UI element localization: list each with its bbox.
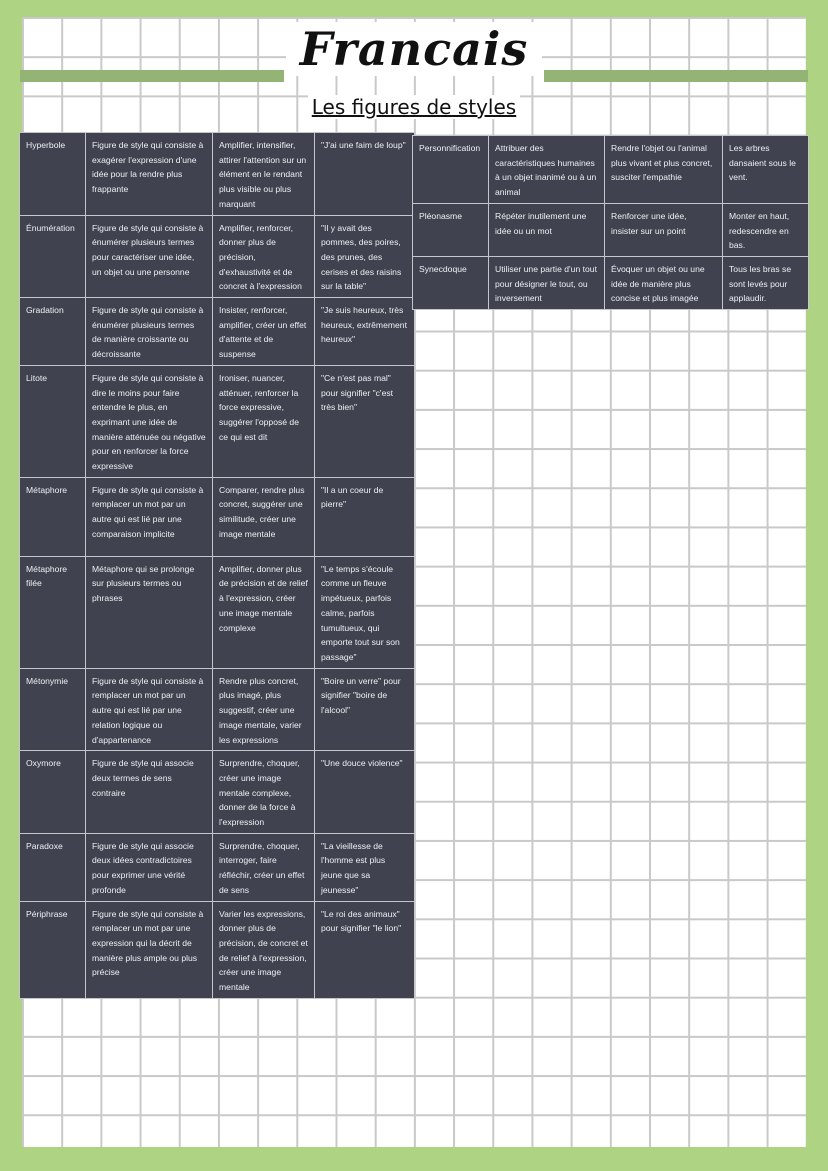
figures-table-right-body xyxy=(413,136,809,310)
figure-name-cell: Oxymore xyxy=(20,751,86,834)
definition-cell: Figure de style qui consiste à dire le moins pour faire entendre le plus, en exprimant une idée de manière atténuée ou négative pour en renforcer la force expressive xyxy=(86,365,213,477)
figure-name-cell: Métaphore xyxy=(20,477,86,556)
figure-name-cell: Hyperbole xyxy=(20,133,86,216)
figure-name-cell: Gradation xyxy=(20,298,86,366)
page-subtitle: Les figures de styles xyxy=(308,95,520,119)
figure-name-cell: Paradoxe xyxy=(20,833,86,901)
table-row xyxy=(413,136,809,204)
table-row xyxy=(20,901,415,998)
effect-cell: Insister, renforcer, amplifier, créer un effet d'attente et de suspense xyxy=(213,298,315,366)
effect-cell: Rendre l'objet ou l'animal plus vivant et plus concret, susciter l'empathie xyxy=(605,136,723,204)
example-cell: "Ce n'est pas mal" pour signifier "c'est très bien" xyxy=(315,365,415,477)
title-area xyxy=(0,22,828,76)
figures-table-left xyxy=(19,132,415,999)
example-cell: Les arbres dansaient sous le vent. xyxy=(723,136,809,204)
figure-name-cell: Litote xyxy=(20,365,86,477)
definition-cell: Figure de style qui associe deux idées contradictoires pour exprimer une vérité profonde xyxy=(86,833,213,901)
example-cell: "La vieillesse de l'homme est plus jeune que sa jeunesse" xyxy=(315,833,415,901)
example-cell: "Boire un verre" pour signifier "boire de l'alcool" xyxy=(315,668,415,751)
effect-cell: Amplifier, renforcer, donner plus de précision, d'exhaustivité et de concret à l'expression xyxy=(213,215,315,298)
effect-cell: Varier les expressions, donner plus de précision, de concret et de relief à l'expression, créer une image mentale xyxy=(213,901,315,998)
effect-cell: Surprendre, choquer, interroger, faire réfléchir, créer un effet de sens xyxy=(213,833,315,901)
example-cell: "Il a un coeur de pierre" xyxy=(315,477,415,556)
effect-cell: Amplifier, donner plus de précision et de relief à l'expression, créer une image mentale complexe xyxy=(213,556,315,668)
table-row xyxy=(20,298,415,366)
example-cell: "Une douce violence" xyxy=(315,751,415,834)
table-row xyxy=(413,203,809,256)
effect-cell: Renforcer une idée, insister sur un point xyxy=(605,203,723,256)
figures-table-left-body xyxy=(20,133,415,999)
definition-cell: Attribuer des caractéristiques humaines à un objet inanimé ou à un animal xyxy=(489,136,605,204)
example-cell: Monter en haut, redescendre en bas. xyxy=(723,203,809,256)
subtitle-area xyxy=(0,95,828,119)
definition-cell: Figure de style qui consiste à énumérer plusieurs termes pour caractériser une idée, un objet ou une personne xyxy=(86,215,213,298)
figure-name-cell: Personnification xyxy=(413,136,489,204)
figures-table-right xyxy=(412,135,809,310)
example-cell: "Je suis heureux, très heureux, extrêmement heureux" xyxy=(315,298,415,366)
definition-cell: Figure de style qui consiste à remplacer un mot par une expression qui la décrit de manière plus ample ou plus précise xyxy=(86,901,213,998)
effect-cell: Évoquer un objet ou une idée de manière plus concise et plus imagée xyxy=(605,256,723,309)
example-cell: "Il y avait des pommes, des poires, des prunes, des cerises et des raisins sur la table" xyxy=(315,215,415,298)
definition-cell: Figure de style qui associe deux termes de sens contraire xyxy=(86,751,213,834)
figure-name-cell: Métonymie xyxy=(20,668,86,751)
effect-cell: Surprendre, choquer, créer une image mentale complexe, donner de la force à l'expression xyxy=(213,751,315,834)
table-row xyxy=(20,133,415,216)
table-row xyxy=(20,668,415,751)
example-cell: Tous les bras se sont levés pour applaudir. xyxy=(723,256,809,309)
definition-cell: Figure de style qui consiste à remplacer un mot par un autre qui est lié par une relation logique ou d'appartenance xyxy=(86,668,213,751)
definition-cell: Figure de style qui consiste à exagérer l'expression d'une idée pour la rendre plus frappante xyxy=(86,133,213,216)
example-cell: "J'ai une faim de loup" xyxy=(315,133,415,216)
table-row xyxy=(20,477,415,556)
table-row xyxy=(20,365,415,477)
figure-name-cell: Pléonasme xyxy=(413,203,489,256)
table-row xyxy=(413,256,809,309)
effect-cell: Amplifier, intensifier, attirer l'attention sur un élément en le rendant plus visible ou plus marquant xyxy=(213,133,315,216)
table-row xyxy=(20,556,415,668)
table-row xyxy=(20,215,415,298)
example-cell: "Le temps s'écoule comme un fleuve impétueux, parfois calme, parfois tumultueux, qui emporte tout sur son passage" xyxy=(315,556,415,668)
definition-cell: Figure de style qui consiste à remplacer un mot par un autre qui est lié par une comparaison implicite xyxy=(86,477,213,556)
definition-cell: Métaphore qui se prolonge sur plusieurs termes ou phrases xyxy=(86,556,213,668)
figure-name-cell: Synecdoque xyxy=(413,256,489,309)
figure-name-cell: Métaphore filée xyxy=(20,556,86,668)
definition-cell: Figure de style qui consiste à énumérer plusieurs termes de manière croissante ou décroissante xyxy=(86,298,213,366)
definition-cell: Répéter inutilement une idée ou un mot xyxy=(489,203,605,256)
figure-name-cell: Énumération xyxy=(20,215,86,298)
effect-cell: Comparer, rendre plus concret, suggérer une similitude, créer une image mentale xyxy=(213,477,315,556)
figure-name-cell: Périphrase xyxy=(20,901,86,998)
page-title: Francais xyxy=(286,22,543,76)
example-cell: "Le roi des animaux" pour signifier "le lion" xyxy=(315,901,415,998)
effect-cell: Ironiser, nuancer, atténuer, renforcer la force expressive, suggérer l'opposé de ce qui est dit xyxy=(213,365,315,477)
table-row xyxy=(20,833,415,901)
table-row xyxy=(20,751,415,834)
effect-cell: Rendre plus concret, plus imagé, plus suggestif, créer une image mentale, varier les expressions xyxy=(213,668,315,751)
definition-cell: Utiliser une partie d'un tout pour désigner le tout, ou inversement xyxy=(489,256,605,309)
